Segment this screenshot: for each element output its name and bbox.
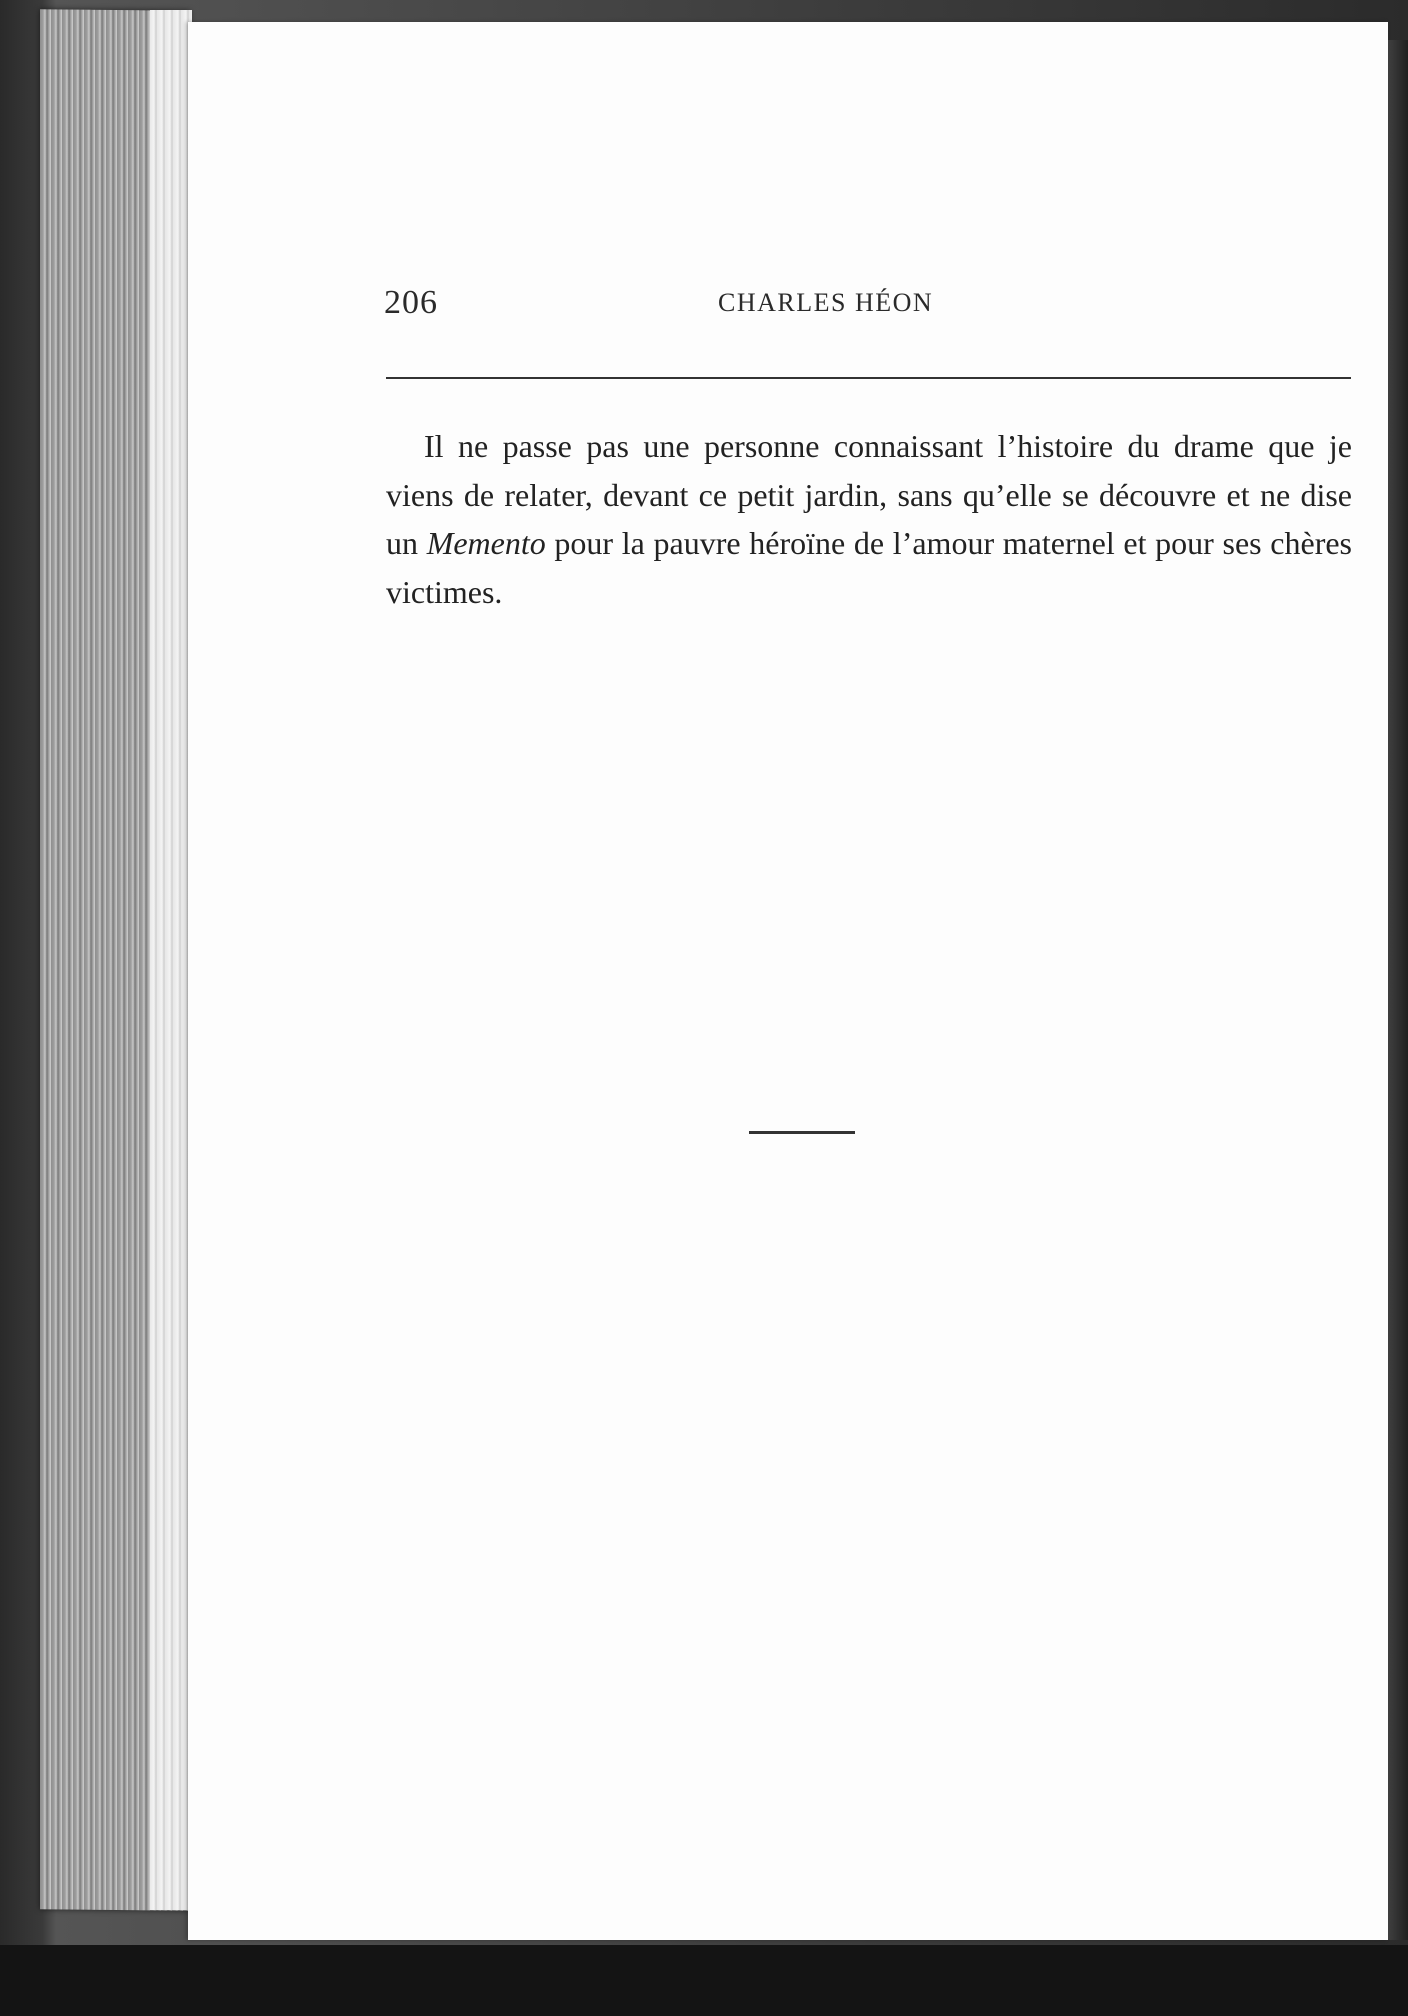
body-paragraph (386, 422, 1352, 616)
end-rule (749, 1131, 855, 1134)
book-page-edges-light (150, 10, 192, 1910)
bottom-shadow (0, 1945, 1408, 2016)
page-number: 206 (384, 284, 438, 321)
body-text-end: pour la pauvre héroïne de l’amour maternel et pour ses chères victimes. (386, 525, 1353, 610)
header-rule (386, 377, 1351, 379)
italic-word: Memento (426, 525, 546, 561)
running-head: CHARLES HÉON (718, 288, 934, 317)
body-text-start: Il ne passe pas une personne connaissant l’histoire du drame que je viens de relater, devant ce petit jardin, sans qu’elle se découvre et ne dise un (386, 428, 1352, 561)
book-page (188, 22, 1388, 1940)
